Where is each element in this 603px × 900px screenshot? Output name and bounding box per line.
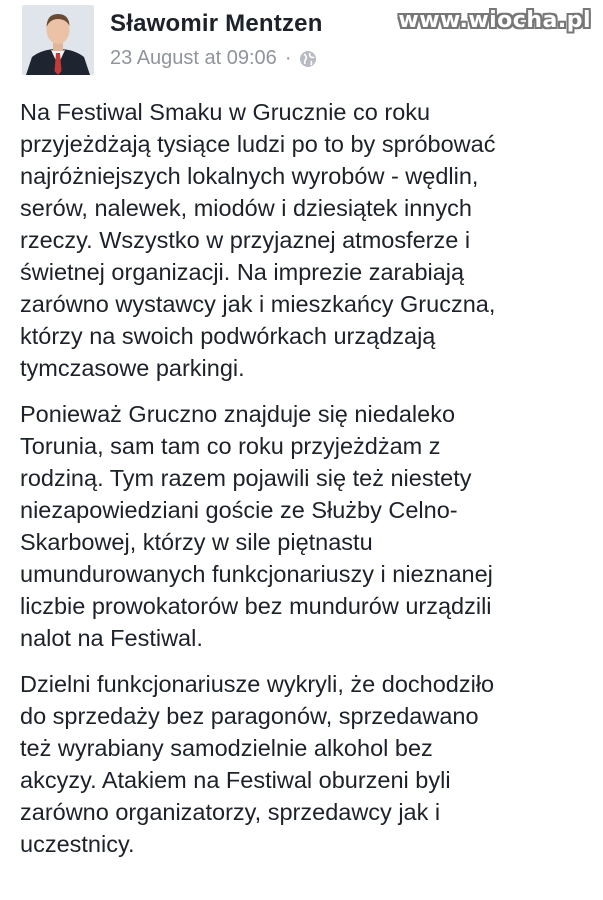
text-line: umundurowanych funkcjonariuszy i nieznanej xyxy=(20,561,493,587)
post-text xyxy=(20,96,600,874)
text-line: do sprzedaży bez paragonów, sprzedawano xyxy=(20,703,479,729)
globe-icon[interactable] xyxy=(299,50,317,68)
text-line: rzeczy. Wszystko w przyjaznej atmosferze i xyxy=(20,227,471,253)
text-line: zarówno organizatorzy, sprzedawcy jak i xyxy=(20,799,441,825)
post-date[interactable]: 23 August at 09:06 xyxy=(110,47,277,69)
text-line: przyjeżdżają tysiące ludzi po to by spróbować xyxy=(20,131,496,157)
paragraph-2 xyxy=(20,398,600,654)
text-line: świetnej organizacji. Na imprezie zarabiają xyxy=(20,259,465,285)
text-line: tymczasowe parkingi. xyxy=(20,355,245,381)
post-meta xyxy=(110,47,317,70)
text-line: niezapowiedziani goście ze Służby Celno- xyxy=(20,497,458,523)
author-name[interactable]: Sławomir Mentzen xyxy=(110,10,323,37)
text-line: zarówno wystawcy jak i mieszkańcy Gruczna, xyxy=(20,291,496,317)
text-line: Na Festiwal Smaku w Grucznie co roku xyxy=(20,99,431,125)
text-line: akcyzy. Atakiem na Festiwal oburzeni byli xyxy=(20,767,451,793)
text-line: Skarbowej, którzy w sile piętnastu xyxy=(20,529,373,555)
text-line: liczbie prowokatorów bez mundurów urządzili xyxy=(20,593,492,619)
profile-photo xyxy=(22,5,94,75)
meta-separator: · xyxy=(284,47,292,69)
text-line: serów, nalewek, miodów i dziesiątek innych xyxy=(20,195,472,221)
text-line: którzy na swoich podwórkach urządzają xyxy=(20,323,436,349)
paragraph-1 xyxy=(20,96,600,384)
text-line: Dzielni funkcjonariusze wykryli, że dochodziło xyxy=(20,671,495,697)
text-line: Torunia, sam tam co roku przyjeżdżam z xyxy=(20,433,441,459)
avatar[interactable] xyxy=(22,5,94,75)
text-line: też wyrabiany samodzielnie alkohol bez xyxy=(20,735,433,761)
text-line: najróżniejszych lokalnych wyrobów - wędlin, xyxy=(20,163,479,189)
paragraph-3 xyxy=(20,668,600,860)
text-line: uczestnicy. xyxy=(20,831,135,857)
text-line: nalot na Festiwal. xyxy=(20,625,203,651)
watermark: www.wiocha.pl xyxy=(398,8,591,33)
text-line: Ponieważ Gruczno znajduje się niedaleko xyxy=(20,401,456,427)
text-line: rodziną. Tym razem pojawili się też niestety xyxy=(20,465,472,491)
post-header xyxy=(0,0,603,84)
